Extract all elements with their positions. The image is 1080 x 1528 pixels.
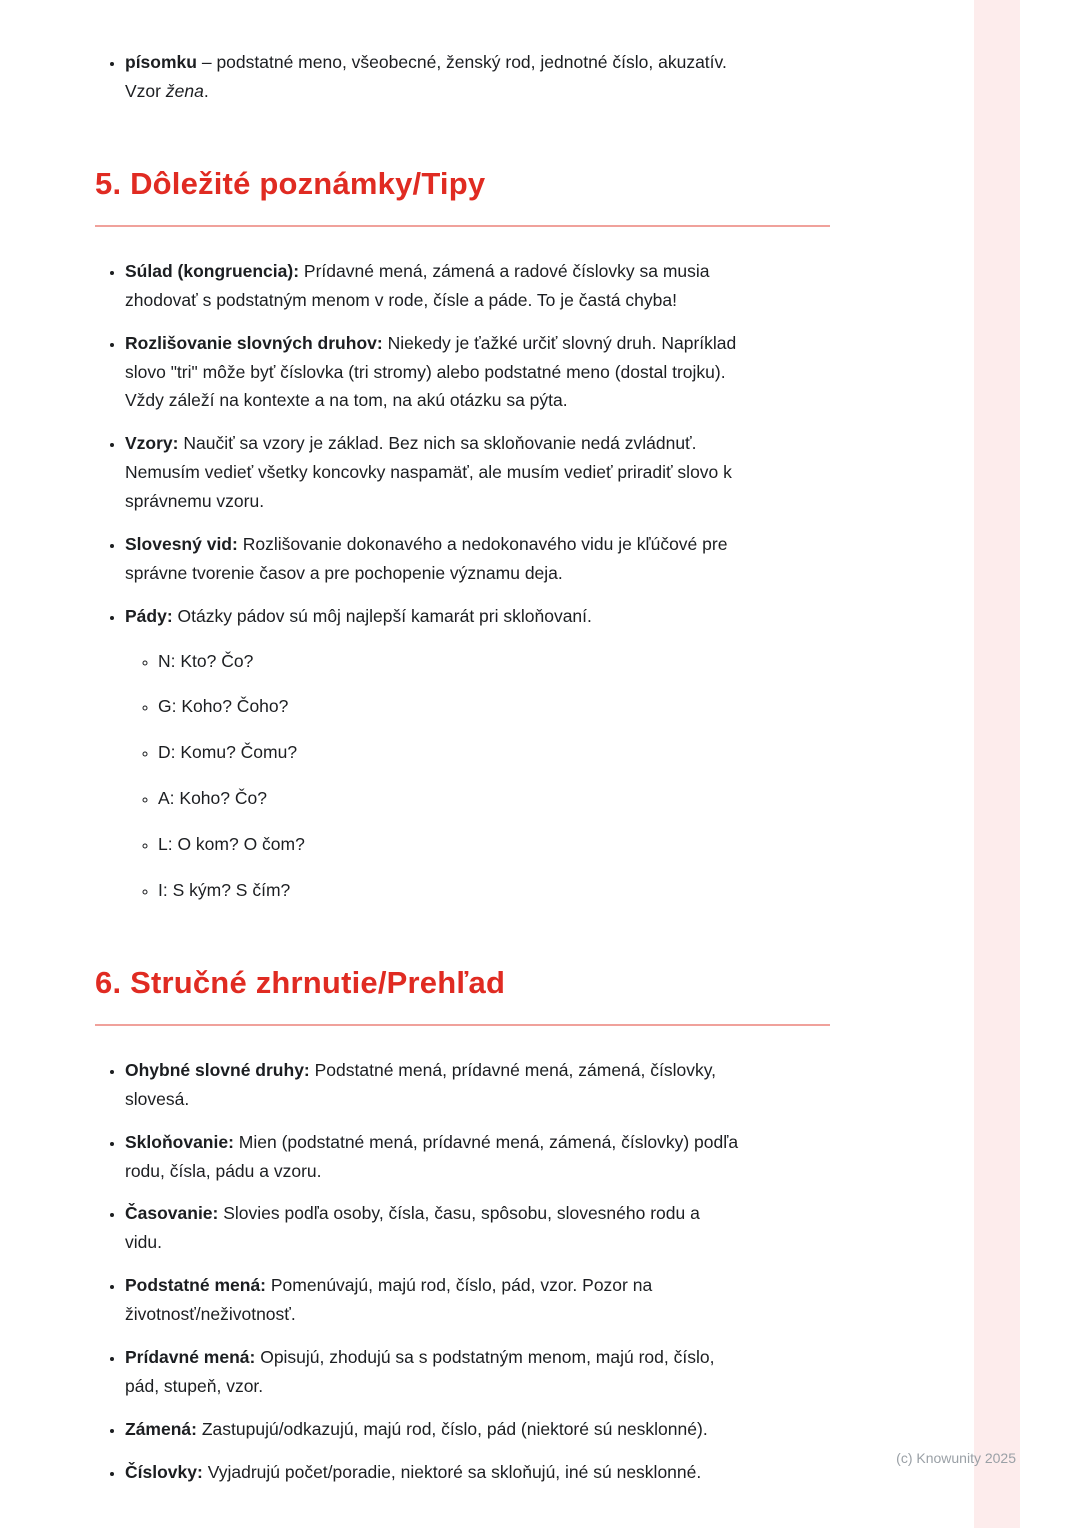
- case-item: ◦ G: Koho? Čoho?: [158, 692, 740, 721]
- bullet-text: Podstatné mená, prídavné mená, zámená, číslovky, slovesá.: [125, 1059, 717, 1109]
- section-6-list: [95, 1056, 740, 1487]
- bullet-lead: písomku: [125, 52, 197, 72]
- case-item: ◦ N: Kto? Čo?: [158, 647, 740, 676]
- bullet-text: Otázky pádov sú môj najlepší kamarát pri skloňovaní.: [177, 605, 592, 626]
- copyright: (c) Knowunity 2025: [896, 1450, 1016, 1466]
- case-item: ◦ I: S kým? S čím?: [158, 876, 740, 905]
- bullet-lead: Časovanie:: [125, 1203, 219, 1224]
- bullet-lead: Prídavné mená:: [125, 1346, 256, 1367]
- list-item: [125, 1458, 740, 1487]
- heading-rule: [95, 225, 830, 227]
- bullet-text: Niekedy je ťažké určiť slovný druh. Napríklad slovo "tri" môže byť číslovka (tri stromy) alebo podstatné meno (dostal trojku). Vždy záleží na kontexte a na tom, na akú otázku sa pýta.: [125, 332, 737, 411]
- bullet-text: Naučiť sa vzory je základ. Bez nich sa skloňovanie nedá zvládnuť. Nemusím vedieť všetky koncovky naspamäť, ale musím vedieť priradiť slovo k správnemu vzoru.: [125, 433, 732, 512]
- bullet-suffix: .: [203, 80, 209, 101]
- intro-list: [95, 48, 740, 106]
- bullet-text: Prídavné mená, zámená a radové číslovky sa musia zhodovať s podstatným menom v rode, čísle a páde. To je častá chyba!: [125, 260, 710, 310]
- bullet-lead: Slovesný vid:: [125, 533, 238, 554]
- list-item: [125, 1128, 740, 1186]
- bullet-lead: Súlad (kongruencia):: [125, 260, 300, 281]
- section-5-list: [95, 257, 740, 905]
- bullet-lead: Podstatné mená:: [125, 1275, 266, 1296]
- case-item: ◦ L: O kom? O čom?: [158, 830, 740, 859]
- case-item: ◦ A: Koho? Čo?: [158, 784, 740, 813]
- bullet-italic: žena: [165, 80, 204, 101]
- list-item: [125, 1199, 740, 1257]
- bullet-lead: Pády:: [125, 605, 173, 626]
- section-heading-6: 6. Stručné zhrnutie/Prehľad: [95, 964, 506, 1000]
- list-item: [125, 602, 740, 905]
- list-item: [125, 1271, 740, 1329]
- heading-rule: [95, 1024, 830, 1026]
- cases-list: [125, 647, 740, 905]
- bullet-lead: Číslovky:: [125, 1461, 203, 1482]
- bullet-text: Vyjadrujú počet/poradie, niektoré sa skloňujú, iné sú nesklonné.: [207, 1461, 702, 1482]
- bullet-text: Rozlišovanie dokonavého a nedokonavého vidu je kľúčové pre správne tvorenie časov a pre pochopenie významu deja.: [125, 533, 728, 583]
- list-item: [125, 1415, 740, 1444]
- bullet-lead: Vzory:: [125, 433, 179, 454]
- bullet-text: Mien (podstatné mená, prídavné mená, zámená, číslovky) podľa rodu, čísla, pádu a vzoru.: [125, 1131, 739, 1181]
- page-edge-stripe: [974, 0, 1020, 1528]
- list-item: [125, 530, 740, 588]
- list-item: [125, 48, 740, 106]
- bullet-lead: Zámená:: [125, 1418, 197, 1439]
- list-item: [125, 1056, 740, 1114]
- list-item: [125, 257, 740, 315]
- bullet-lead: Skloňovanie:: [125, 1131, 234, 1152]
- bullet-lead: Ohybné slovné druhy:: [125, 1059, 310, 1080]
- list-item: [125, 429, 740, 516]
- bullet-text: Pomenúvajú, majú rod, číslo, pád, vzor. Pozor na životnosť/neživotnosť.: [125, 1275, 653, 1325]
- bullet-text: Slovies podľa osoby, čísla, času, spôsobu, slovesného rodu a vidu.: [125, 1203, 700, 1253]
- bullet-lead: Rozlišovanie slovných druhov:: [125, 332, 383, 353]
- list-item: [125, 1343, 740, 1401]
- bullet-text: Zastupujú/odkazujú, majú rod, číslo, pád (niektoré sú nesklonné).: [201, 1418, 708, 1439]
- section-heading-5: 5. Dôležité poznámky/Tipy: [95, 165, 486, 201]
- case-item: ◦ D: Komu? Čomu?: [158, 738, 740, 767]
- bullet-text: – podstatné meno, všeobecné, ženský rod, jednotné číslo, akuzatív. Vzor: [125, 52, 727, 101]
- bullet-text: Opisujú, zhodujú sa s podstatným menom, majú rod, číslo, pád, stupeň, vzor.: [125, 1346, 715, 1396]
- list-item: [125, 329, 740, 416]
